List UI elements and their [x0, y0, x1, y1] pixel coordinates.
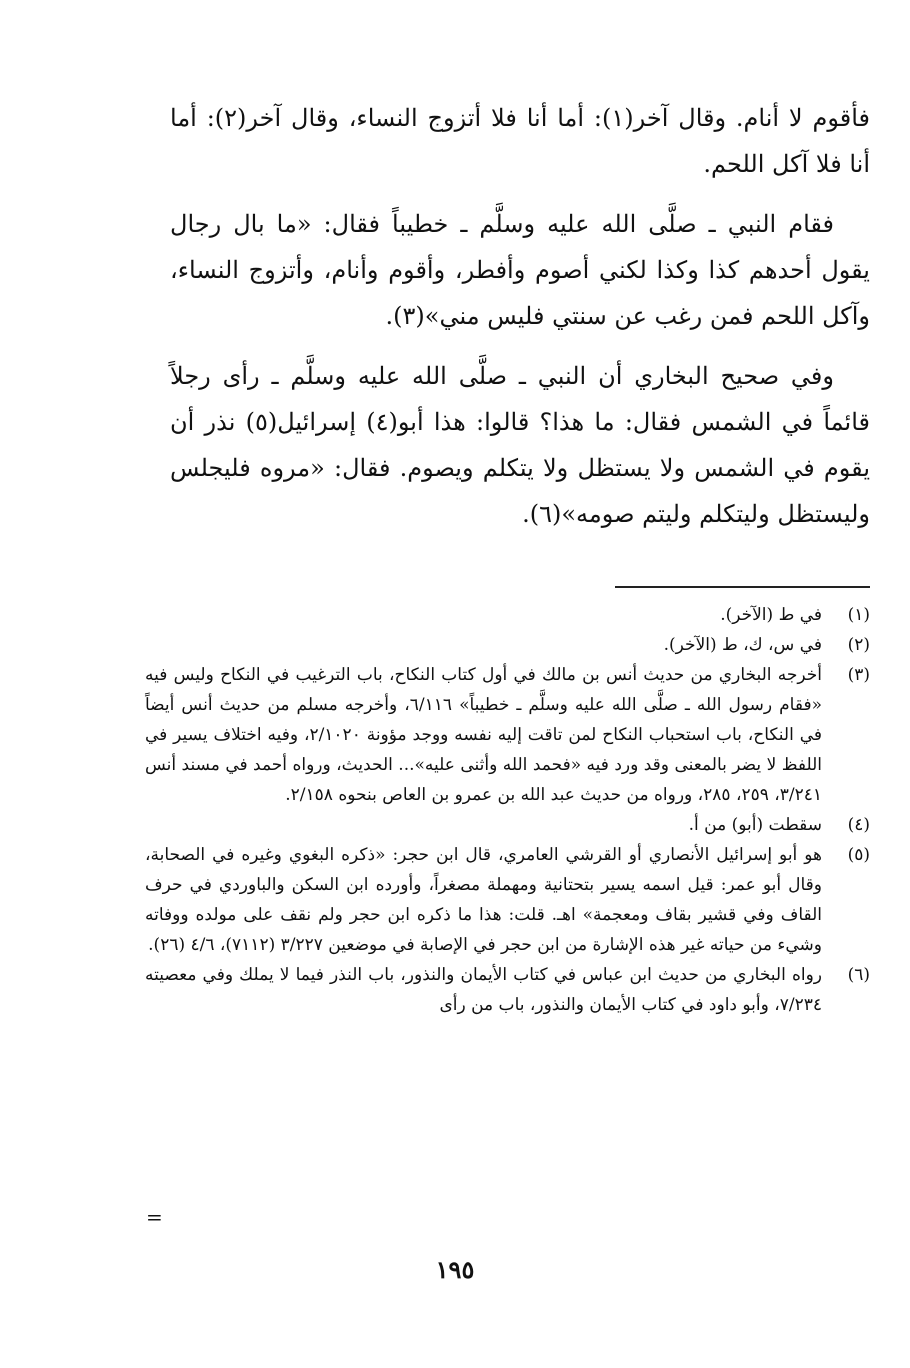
footnote-text: هو أبو إسرائيل الأنصاري أو القرشي العامري، قال ابن حجر: «ذكره البغوي وغيره في الصحابة، وقال أبو عمر: قيل اسمه يسير بتحتانية ومهملة مصغراً، وأورده ابن السكن والباوردي في حرف القاف وفي قشير بقاف ومعجمة» اهـ. قلت: هذا ما ذكره ابن حجر ولم نقف على مولده ووفاته وشيء من حياته غير هذه الإشارة من ابن حجر في الإصابة في موضعين ٣/٢٢٧ (٧١١٢)، ٤/٦ (٢٦). — [145, 845, 822, 955]
footnote-number: (٤) — [847, 815, 870, 835]
footnote-number: (٢) — [847, 635, 870, 655]
paragraph-2: فقام النبي ـ صلَّى الله عليه وسلَّم ـ خطيباً فقال: «ما بال رجال يقول أحدهم كذا وكذا لكني أصوم وأفطر، وأقوم وأنام، وأتزوج النساء، وآكل اللحم فمن رغب عن سنتي فليس مني»(٣). — [170, 210, 870, 330]
footnote-separator — [615, 586, 870, 588]
page-number: ١٩٥ — [435, 1255, 475, 1284]
footnote-1 — [145, 600, 870, 630]
footnote-3 — [145, 660, 870, 810]
footnote-2 — [145, 630, 870, 660]
continuation-mark: = — [146, 1205, 163, 1229]
footnote-6 — [145, 960, 870, 1020]
footnote-text: أخرجه البخاري من حديث أنس بن مالك في أول كتاب النكاح، باب الترغيب في النكاح وليس فيه «فقام رسول الله ـ صلَّى الله عليه وسلَّم ـ خطيباً» ٦/١١٦، وأخرجه مسلم من حديث أنس أيضاً في النكاح، باب استحباب النكاح لمن تاقت إليه نفسه ووجد مؤونة ٢/١٠٢٠، وفيه اختلاف يسير في اللفظ لا يضر بالمعنى وقد ورد فيه «فحمد الله وأثنى عليه»... الحديث، ورواه أحمد في مسند أنس ٣/٢٤١، ٢٥٩، ٢٨٥، ورواه من حديث عبد الله بن عمرو بن العاص بنحوه ٢/١٥٨. — [145, 665, 823, 805]
footnote-text: سقطت (أبو) من أ. — [688, 815, 822, 835]
body-text — [170, 95, 870, 537]
footnote-5 — [145, 840, 870, 960]
footnote-text: رواه البخاري من حديث ابن عباس في كتاب الأيمان والنذور، باب النذر فيما لا يملك وفي معصيته ٧/٢٣٤، وأبو داود في كتاب الأيمان والنذور، باب من رأى — [145, 965, 822, 1015]
paragraph-1: فأقوم لا أنام. وقال آخر(١): أما أنا فلا أتزوج النساء، وقال آخر(٢): أما أنا فلا آكل اللحم. — [170, 104, 870, 178]
footnote-4 — [145, 810, 870, 840]
footnote-number: (٦) — [847, 965, 870, 985]
footnote-text: في ط (الآخر). — [720, 605, 822, 625]
footnote-number: (١) — [847, 605, 870, 625]
footnote-text: في س، ك، ط (الآخر). — [663, 635, 822, 655]
paragraph-3: وفي صحيح البخاري أن النبي ـ صلَّى الله عليه وسلَّم ـ رأى رجلاً قائماً في الشمس فقال: ما هذا؟ قالوا: هذا أبو(٤) إسرائيل(٥) نذر أن يقوم في الشمس ولا يستظل ولا يتكلم ويصوم. فقال: «مروه فليجلس وليستظل وليتكلم وليتم صومه»(٦). — [170, 362, 870, 528]
footnotes — [145, 600, 870, 1020]
footnote-number: (٣) — [847, 665, 870, 685]
main-text — [170, 95, 870, 551]
footnote-number: (٥) — [847, 845, 870, 865]
